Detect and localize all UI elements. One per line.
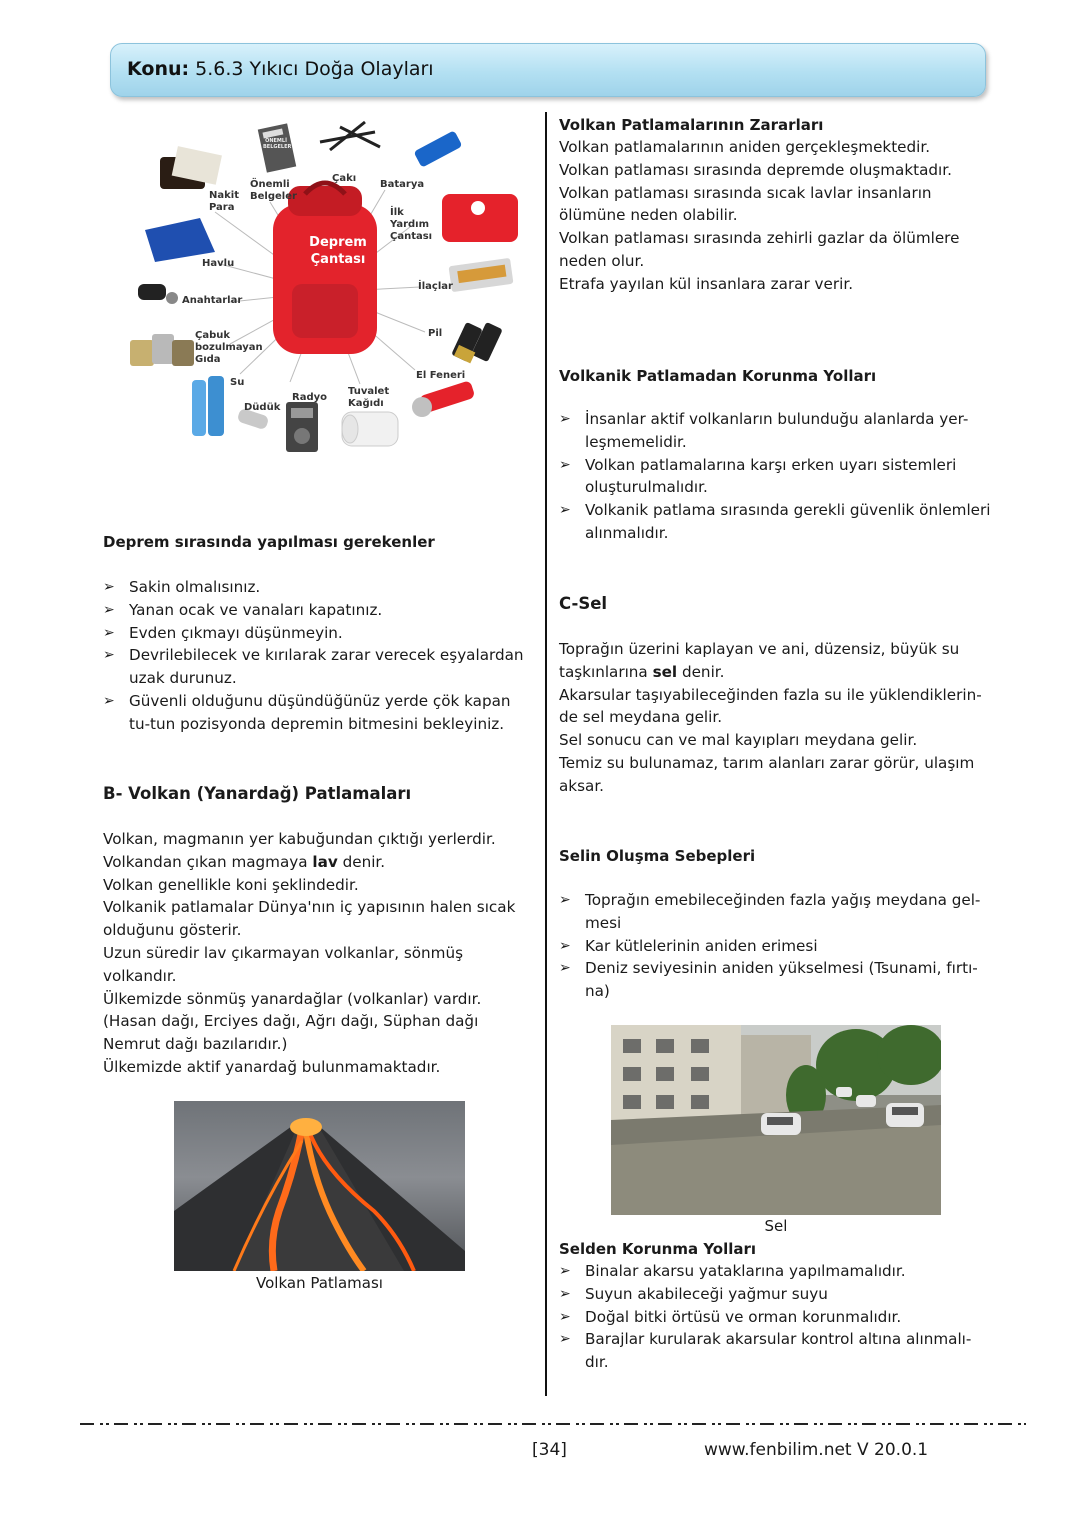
flood-protection-section [559,1238,994,1374]
label-first-aid: İlk Yardım Çantası [390,207,433,242]
volcano-harms-title: Volkan Patlamalarının Zararları [559,116,824,134]
text-part: denir. [337,852,386,871]
list-item: ➢ Barajlar kurularak akarsular kontrol altına alınmalı-dır. [559,1328,994,1374]
text-part: Volkandan çıkan magmaya [103,852,313,871]
harm-item: Volkan patlaması sırasında depremde oluşmaktadır. [559,160,952,179]
volcano-paragraph: Volkanik patlamalar Dünya'nın iç yapısının halen sıcak olduğunu gösterir. [103,898,516,940]
documents-icon-text: ÖNEMLİ BELGELER [263,138,292,150]
volcano-paragraph: Ülkemizde sönmüş yanardağlar (volkanlar) vardır. (Hasan dağı, Erciyes dağı, Ağrı dağı, Süphan dağı Nemrut dağı bazılarıdır.) [103,989,482,1054]
topic-header [110,43,986,97]
earthquake-list [103,576,535,736]
towel-icon [145,218,215,262]
earthquake-title: Deprem sırasında yapılması gerekenler [103,533,435,551]
flood-causes-list [559,889,994,1003]
power-bank-icon [413,130,462,167]
first-aid-kit-icon [442,194,518,242]
volcano-caption: Volkan Patlaması [256,1274,383,1292]
volcano-protection-section [559,365,994,545]
wallet-icon [160,146,222,189]
label-medicines: İlaçlar [418,281,453,292]
volcano-paragraph: Volkan, magmanın yer kabuğundan çıktığı yerlerdir. [103,830,496,848]
volcano-paragraph [103,851,535,874]
flood-title: C-Sel [559,594,608,613]
list-item: ➢ Toprağın emebileceğinden fazla yağış meydana gel-mesi [559,889,994,935]
label-keys: Anahtarlar [182,295,243,306]
flood-paragraph: Sel sonucu can ve mal kayıpları meydana gelir. [559,731,918,750]
flood-protection-list [559,1260,994,1374]
list-item: ➢ Güvenli olduğunu düşündüğünüz yerde çök kapan tu-tun pozisyonda depremin bitmesini bekleyiniz. [103,690,535,736]
list-item: ➢ Yanan ocak ve vanaları kapatınız. [103,599,535,622]
list-item: ➢ Suyun akabileceği yağmur suyu [559,1283,994,1306]
water-bottles-icon [192,376,224,436]
volcano-harms-section [559,114,994,296]
canned-food-icon [130,334,194,366]
label-whistle: Düdük [244,402,281,413]
volcano-svg [174,1101,465,1271]
text-part: denir. [677,662,725,681]
toilet-paper-icon [342,412,398,446]
pocket-knife-icon [320,122,380,150]
text-part: Toprağın üzerini kaplayan ve ani, düzensiz, büyük su taşkınlarına [559,640,960,681]
volcano-paragraph: Volkan genellikle koni şeklindedir. [103,875,359,894]
label-towel: Havlu [202,258,235,269]
volcano-section [103,782,535,1079]
list-item: ➢ Doğal bitki örtüsü ve orman korunmalıdır. [559,1306,994,1329]
footer-divider [80,1423,1026,1425]
list-item: ➢ Kar kütlelerinin aniden erimesi [559,935,994,958]
flood-paragraph [559,638,994,684]
label-toilet-paper: Tuvalet Kağıdı [348,386,390,409]
list-item: ➢ Volkanik patlama sırasında gerekli güvenlik önlemleri alınmalıdır. [559,499,994,545]
label-knife: Çakı [332,173,357,184]
label-documents: Önemli Belgeler [250,179,297,202]
label-batteries: Pil [428,328,443,339]
list-item: ➢ Devrilebilecek ve kırılarak zarar verecek eşyalardan uzak durunuz. [103,644,535,690]
label-radio: Radyo [292,392,327,403]
label-food: Çabuk bozulmayan Gıda [195,330,263,365]
harm-item: Volkan patlaması sırasında sıcak lavlar insanların ölümüne neden olabilir. [559,183,932,225]
list-item: ➢ Deniz seviyesinin aniden yükselmesi (Tsunami, fırtı-na) [559,957,994,1003]
bold-term: sel [652,662,678,681]
topic-name: 5.6.3 Yıkıcı Doğa Olayları [195,58,434,80]
bold-term: lav [312,852,338,871]
volcano-protection-title: Volkanik Patlamadan Korunma Yolları [559,367,877,385]
list-item: ➢ Binalar akarsu yataklarına yapılmamalıdır. [559,1260,994,1283]
label-battery: Batarya [380,179,425,190]
backpack-icon [273,183,377,354]
site-version: www.fenbilim.net V 20.0.1 [704,1440,929,1460]
volcano-protection-list [559,408,994,545]
earthquake-section [103,531,535,736]
list-item: ➢ Evden çıkmayı düşünmeyin. [103,622,535,645]
flood-paragraph: Akarsular taşıyabileceğinden fazla su ile yüklendiklerin-de sel meydana gelir. [559,685,982,727]
batteries-icon [451,322,503,364]
flood-causes-section [559,845,994,1003]
volcano-title: B- Volkan (Yanardağ) Patlamaları [103,784,412,803]
earthquake-kit-svg [120,112,530,462]
list-item: ➢ İnsanlar aktif volkanların bulunduğu alanlarda yer-leşmemelidir. [559,408,994,454]
volcano-paragraph: Uzun süredir lav çıkarmayan volkanlar, sönmüş volkandır. [103,943,464,985]
harm-item: Etrafa yayılan kül insanlara zarar verir. [559,274,854,293]
volcano-paragraph: Ülkemizde aktif yanardağ bulunmamaktadır. [103,1057,441,1076]
page-number: [34] [532,1440,567,1460]
earthquake-kit-illustration [120,112,530,462]
flood-section [559,592,994,798]
list-item: ➢ Volkan patlamalarına karşı erken uyarı sistemleri oluşturulmalıdır. [559,454,994,500]
bag-title: Deprem Çantası [309,235,367,267]
flood-photo [611,1025,941,1215]
topic-label: Konu: [127,58,190,80]
flood-protection-title: Selden Korunma Yolları [559,1240,757,1258]
pills-icon [448,258,513,292]
volcano-photo [174,1101,465,1271]
harm-item: Volkan patlamalarının aniden gerçekleşmektedir. [559,138,931,156]
harm-item: Volkan patlaması sırasında zehirli gazlar da ölümlere neden olur. [559,229,960,270]
radio-icon [286,402,318,452]
label-cash: Nakit Para [209,190,239,213]
list-item: ➢ Sakin olmalısınız. [103,576,535,599]
flashlight-icon [412,380,475,417]
flood-caption: Sel [764,1217,788,1235]
flood-svg [611,1025,941,1215]
keys-icon [138,284,178,304]
label-water: Su [230,377,245,388]
topic-title [127,58,434,80]
flood-paragraph: Temiz su bulunamaz, tarım alanları zarar görür, ulaşım aksar. [559,753,975,795]
flood-causes-title: Selin Oluşma Sebepleri [559,847,756,865]
label-flashlight: El Feneri [416,370,466,381]
column-divider [545,112,547,1396]
